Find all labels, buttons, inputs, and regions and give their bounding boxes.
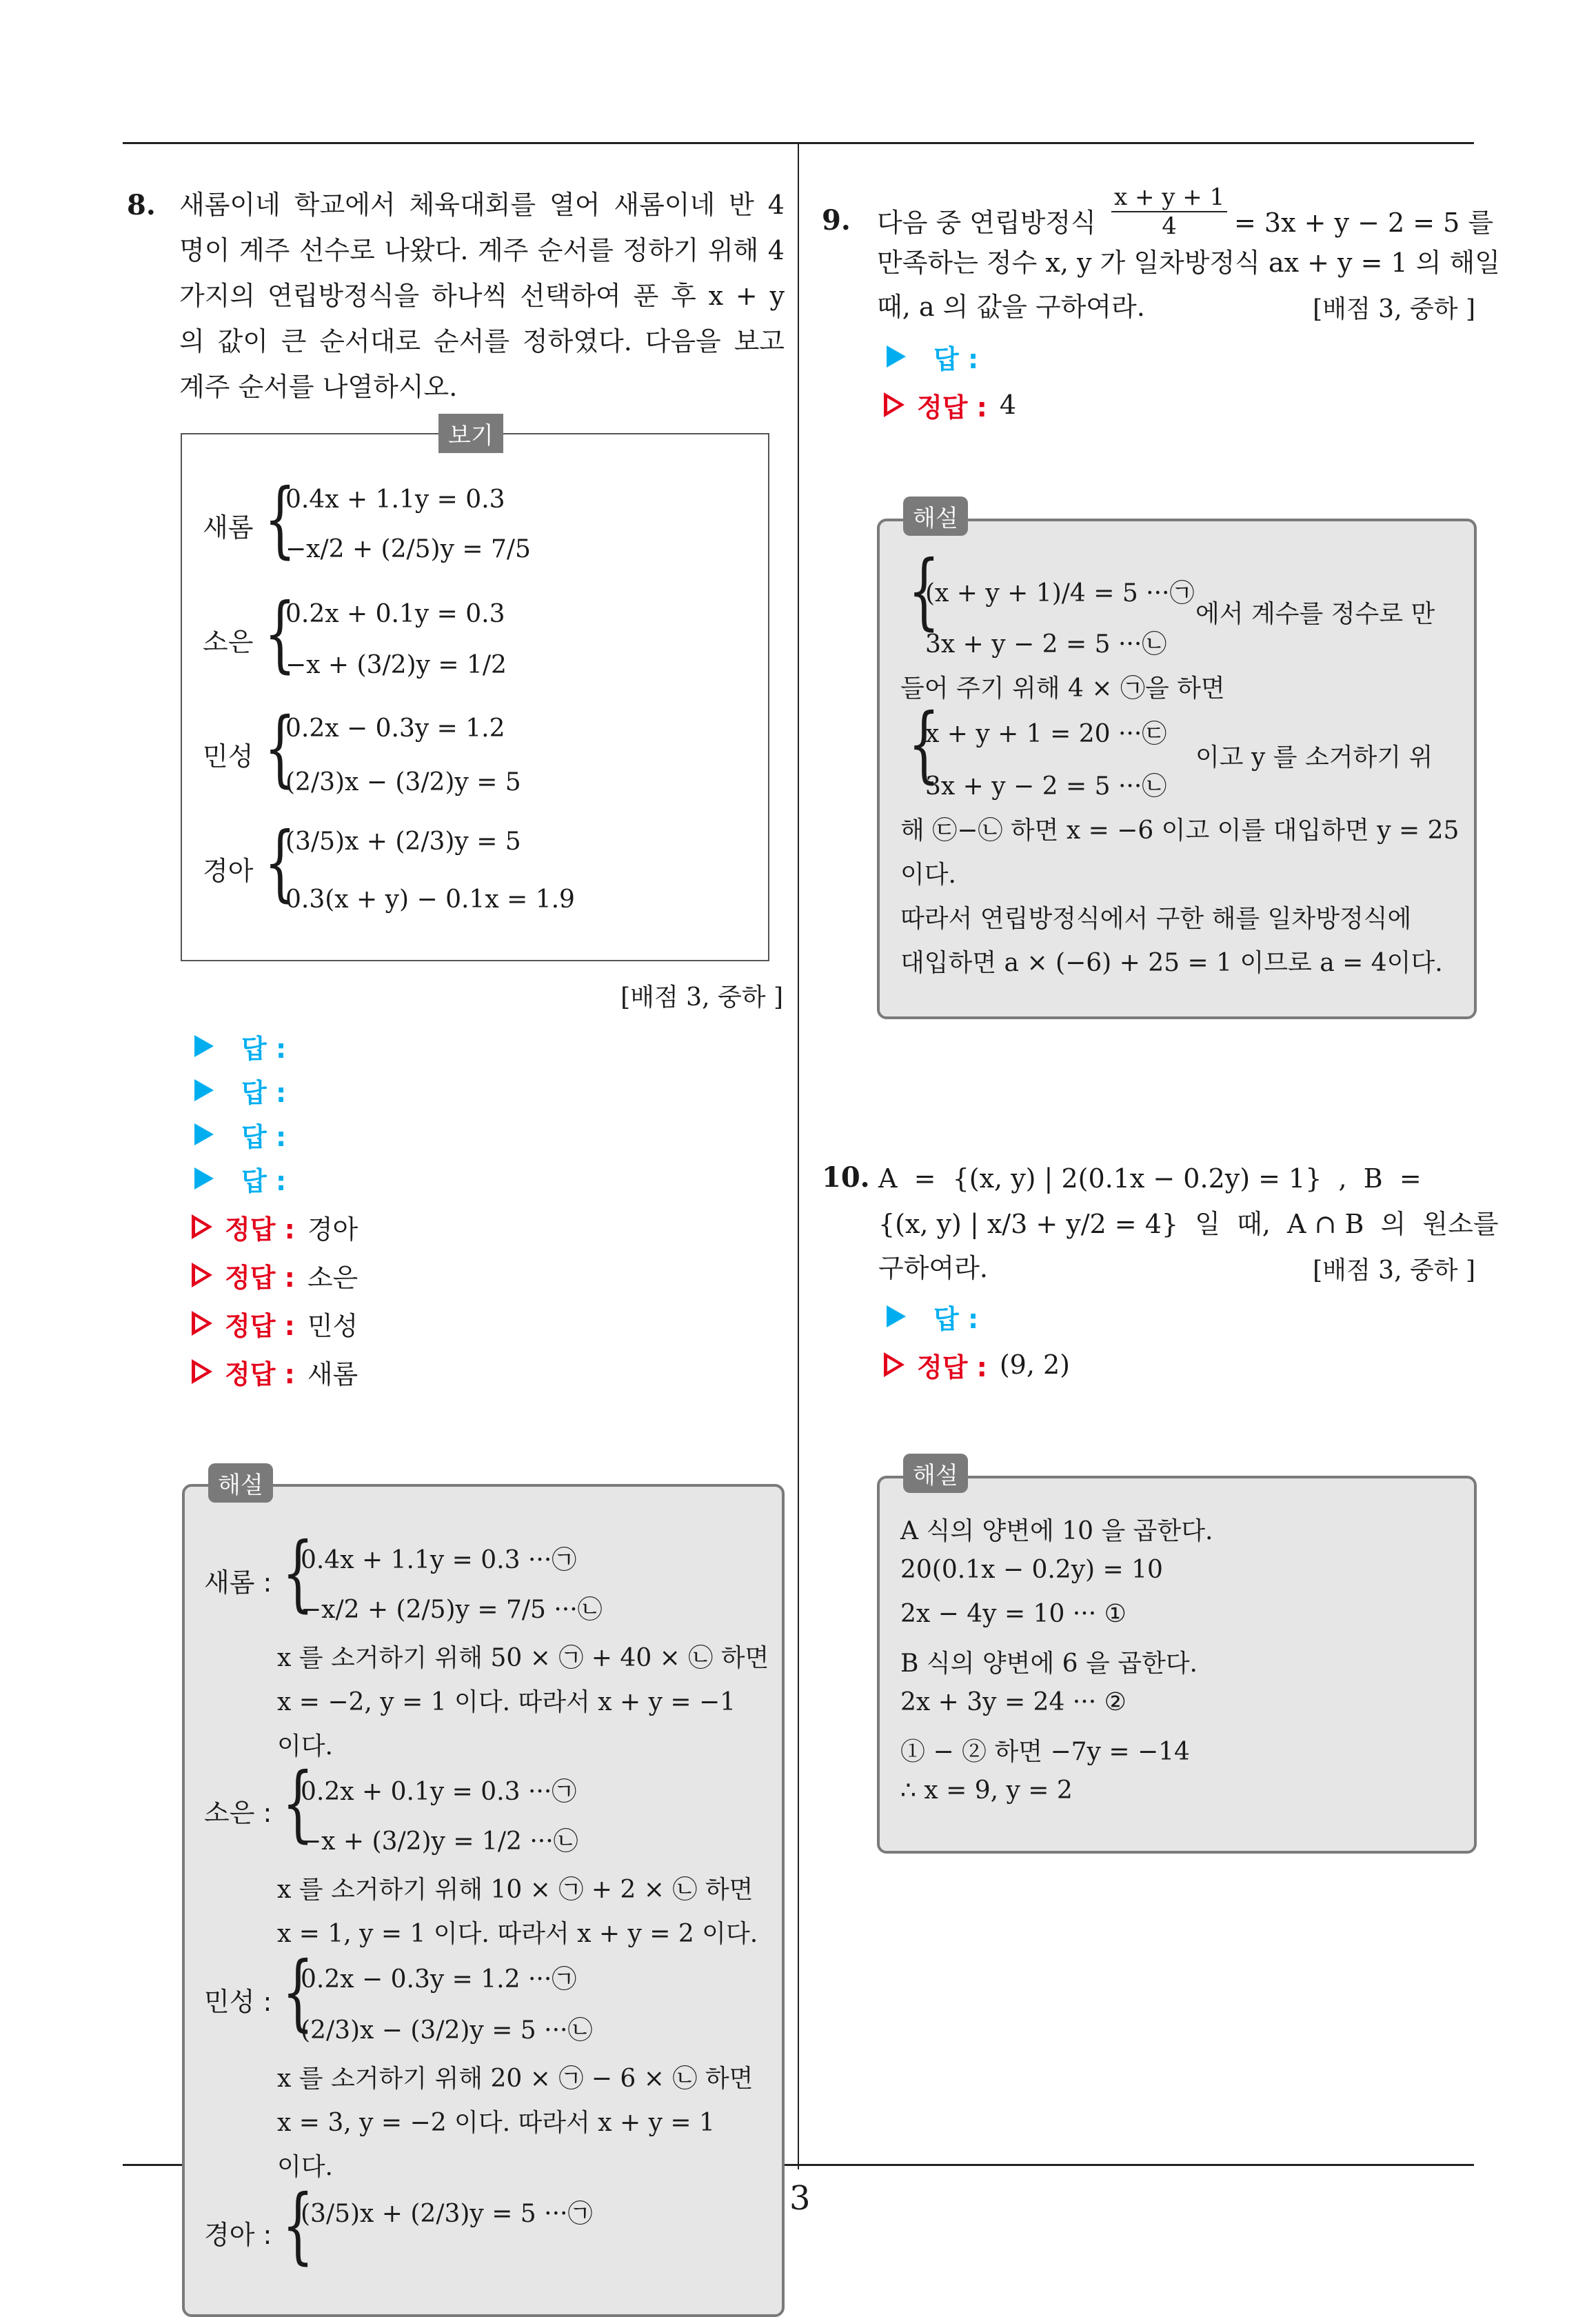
solution-text: 해 ㉢−㉡ 하면 x = −6 이고 이를 대입하면 y = 25 xyxy=(900,816,1459,845)
q9-text2: = 3x + y − 2 = 5 를 xyxy=(1234,208,1494,238)
q10-text1: A = {(x, y) | 2(0.1x − 0.2y) = 1} , B = xyxy=(878,1163,1422,1194)
solution-line: 2x + 3y = 24 ··· ② xyxy=(900,1688,1127,1716)
solution-text: x = 1, y = 1 이다. 따라서 x + y = 2 이다. xyxy=(277,1920,758,1948)
solution-eq: 0.4x + 1.1y = 0.3 ···㉠ xyxy=(301,1546,577,1574)
answer-row[interactable] xyxy=(194,1158,286,1198)
solution-eq: (3/5)x + (2/3)y = 5 ···㉠ xyxy=(301,2200,593,2228)
solution-label: 새롬 : xyxy=(204,1567,272,1598)
outline-triangle-icon xyxy=(884,392,905,417)
correct-value: 민성 xyxy=(307,1310,358,1341)
q9-text1: 다음 중 연립방정식 xyxy=(877,208,1096,238)
solution-eq: −x/2 + (2/5)y = 7/5 ···㉡ xyxy=(301,1596,603,1624)
brace: { xyxy=(908,696,940,792)
answer-row[interactable] xyxy=(887,1296,978,1336)
brace: { xyxy=(282,2178,314,2274)
system-name: 민성 xyxy=(203,741,254,772)
solution-label: 경아 : xyxy=(204,2220,272,2250)
solution-text: 이고 y 를 소거하기 위 xyxy=(1195,743,1433,772)
solution-eq: (x + y + 1)/4 = 5 ···㉠ xyxy=(925,579,1195,608)
answer-label: 답 : xyxy=(241,1165,287,1196)
brace: { xyxy=(264,815,296,911)
outline-triangle-icon xyxy=(192,1311,212,1336)
solution-text: 대입하면 a × (−6) + 25 = 1 이므로 a = 4이다. xyxy=(900,949,1443,977)
solution-line: A 식의 양변에 10 을 곱한다. xyxy=(900,1517,1213,1545)
solution-text: 이다. xyxy=(900,861,956,889)
frac-den: 4 xyxy=(1162,212,1177,240)
brace: { xyxy=(264,472,296,568)
system-eq: (2/3)x − (3/2)y = 5 xyxy=(285,768,521,796)
q10-score: [배점 3, 중하 ] xyxy=(1313,1256,1475,1285)
q10-text3: 구하여라. xyxy=(878,1253,988,1283)
solution-text: 따라서 연립방정식에서 구한 해를 일차방정식에 xyxy=(900,905,1412,933)
solution-eq: x + y + 1 = 20 ···㉢ xyxy=(925,720,1167,748)
q9-text4: 때, a 의 값을 구하여라. xyxy=(877,292,1145,322)
brace: { xyxy=(264,586,296,682)
solution-text: x = 3, y = −2 이다. 따라서 x + y = 1 xyxy=(277,2109,715,2137)
system-eq: 0.2x − 0.3y = 1.2 xyxy=(285,714,505,743)
outline-triangle-icon xyxy=(192,1214,212,1239)
play-icon xyxy=(194,1167,214,1190)
solution-text: x 를 소거하기 위해 50 × ㉠ + 40 × ㉡ 하면 xyxy=(277,1644,769,1672)
solution-text: 이다. xyxy=(277,1732,333,1761)
correct-row xyxy=(884,1345,1070,1385)
solution-line: 20(0.1x − 0.2y) = 10 xyxy=(900,1556,1163,1584)
q9-fraction xyxy=(1111,183,1227,240)
brace: { xyxy=(282,1945,314,2040)
solution-eq: −x + (3/2)y = 1/2 ···㉡ xyxy=(301,1827,578,1856)
play-icon xyxy=(887,345,906,368)
system-eq: −x + (3/2)y = 1/2 xyxy=(285,651,507,679)
outline-triangle-icon xyxy=(192,1263,212,1287)
brace: { xyxy=(282,1756,314,1852)
q9-solution-tag: 해설 xyxy=(903,496,968,536)
solution-eq: 0.2x − 0.3y = 1.2 ···㉠ xyxy=(301,1965,577,1994)
correct-row xyxy=(192,1255,358,1295)
q8-text: 새롬이네 학교에서 체육대회를 열어 새롬이네 반 4 명이 계주 선수로 나왔다. 계주 순서를 정하기 위해 4 가지의 연립방정식을 하나씩 선택하여 푼 후 x + y 의 값이 큰 순서대로 순서를 정하였다. 다음을 보고 계주 순서를 나열하시오. xyxy=(179,190,785,402)
solution-text: x 를 소거하기 위해 10 × ㉠ + 2 × ㉡ 하면 xyxy=(277,1876,754,1904)
q8-score: [배점 3, 중하 ] xyxy=(620,983,783,1012)
q8-solution-tag: 해설 xyxy=(208,1463,273,1503)
solution-text: x = −2, y = 1 이다. 따라서 x + y = −1 xyxy=(277,1688,736,1716)
q10-text2: {(x, y) | x/3 + y/2 = 4} 일 때, A ∩ B 의 원소를 xyxy=(878,1209,1499,1239)
correct-label: 정답 : xyxy=(917,392,987,423)
system-eq: 0.4x + 1.1y = 0.3 xyxy=(285,485,505,514)
correct-label: 정답 : xyxy=(225,1310,295,1341)
answer-label: 답 : xyxy=(241,1121,287,1152)
play-icon xyxy=(194,1035,214,1057)
correct-value: 4 xyxy=(999,390,1017,420)
q10-number: 10. xyxy=(822,1161,870,1194)
q8-box-title: 보기 xyxy=(438,414,503,453)
solution-eq: 3x + y − 2 = 5 ···㉡ xyxy=(925,772,1167,801)
q9-text3: 만족하는 정수 x, y 가 일차방정식 ax + y = 1 의 해일 xyxy=(877,248,1500,278)
solution-line: ① − ② 하면 −7y = −14 xyxy=(900,1738,1190,1766)
solution-line: ∴ x = 9, y = 2 xyxy=(900,1776,1073,1805)
page-number: 3 xyxy=(789,2179,811,2218)
system-name: 경아 xyxy=(203,856,254,886)
brace: { xyxy=(908,543,940,639)
solution-text: 들어 주기 위해 4 × ㉠을 하면 xyxy=(900,674,1225,703)
correct-value: 경아 xyxy=(307,1214,358,1245)
correct-row xyxy=(192,1303,358,1343)
system-name: 새롬 xyxy=(203,512,254,543)
solution-eq: 3x + y − 2 = 5 ···㉡ xyxy=(925,630,1167,659)
outline-triangle-icon xyxy=(192,1359,212,1384)
q9-score: [배점 3, 중하 ] xyxy=(1313,295,1475,323)
play-icon xyxy=(194,1079,214,1101)
solution-text: 에서 계수를 정수로 만 xyxy=(1195,600,1435,628)
solution-label: 소은 : xyxy=(204,1798,272,1828)
correct-label: 정답 : xyxy=(225,1358,295,1390)
solution-eq: (2/3)x − (3/2)y = 5 ···㉡ xyxy=(301,2016,593,2045)
solution-line: 2x − 4y = 10 ··· ① xyxy=(900,1600,1127,1628)
system-eq: 0.3(x + y) − 0.1x = 1.9 xyxy=(285,885,575,914)
answer-label: 답 : xyxy=(933,1303,979,1334)
solution-eq: 0.2x + 0.1y = 0.3 ···㉠ xyxy=(301,1778,577,1806)
system-name: 소은 xyxy=(203,627,254,657)
frac-num: x + y + 1 xyxy=(1111,183,1227,212)
answer-label: 답 : xyxy=(933,343,979,374)
outline-triangle-icon xyxy=(884,1352,905,1377)
answer-row[interactable] xyxy=(194,1114,286,1154)
brace: { xyxy=(264,701,296,796)
answer-label: 답 : xyxy=(241,1033,287,1064)
answer-row[interactable] xyxy=(194,1070,286,1110)
play-icon xyxy=(194,1123,214,1145)
correct-label: 정답 : xyxy=(917,1352,987,1383)
correct-value: (9, 2) xyxy=(999,1350,1071,1380)
correct-label: 정답 : xyxy=(225,1214,295,1245)
q9-number: 9. xyxy=(822,204,851,237)
q8-number: 8. xyxy=(127,189,156,221)
correct-label: 정답 : xyxy=(225,1262,295,1293)
correct-row xyxy=(884,385,1016,425)
system-eq: −x/2 + (2/5)y = 7/5 xyxy=(285,535,531,563)
answer-label: 답 : xyxy=(241,1077,287,1108)
solution-label: 민성 : xyxy=(204,1987,272,2017)
system-eq: 0.2x + 0.1y = 0.3 xyxy=(285,600,505,628)
correct-value: 새롬 xyxy=(307,1358,358,1390)
solution-text: 이다. xyxy=(277,2153,333,2181)
play-icon xyxy=(887,1305,906,1327)
brace: { xyxy=(282,1525,314,1621)
q10-solution-tag: 해설 xyxy=(903,1454,968,1493)
correct-row xyxy=(192,1207,358,1247)
system-eq: (3/5)x + (2/3)y = 5 xyxy=(285,828,521,856)
correct-value: 소은 xyxy=(307,1262,358,1293)
answer-row[interactable] xyxy=(887,337,978,377)
correct-row xyxy=(192,1352,358,1392)
solution-line: B 식의 양변에 6 을 곱한다. xyxy=(900,1649,1198,1678)
answer-row[interactable] xyxy=(194,1026,286,1066)
solution-text: x 를 소거하기 위해 20 × ㉠ − 6 × ㉡ 하면 xyxy=(277,2065,754,2093)
q9-line1 xyxy=(877,183,1494,241)
column-divider xyxy=(798,142,799,2169)
